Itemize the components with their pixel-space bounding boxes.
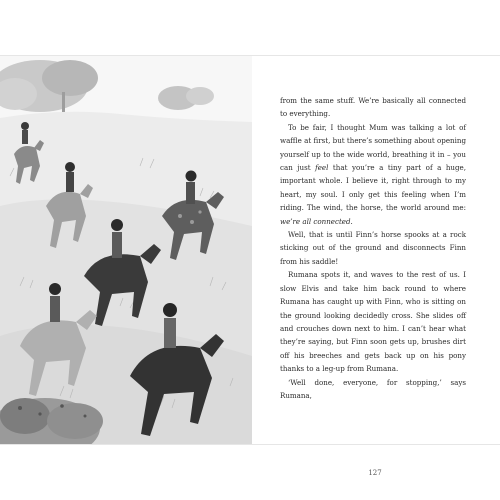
paragraph-1-text: from the same stuff. We’re basically all connected to everything. xyxy=(280,96,466,119)
illustration-drawing xyxy=(0,56,252,444)
paragraph-2-text-b: that you’re a tiny part of a huge, important whole. I believe it, right through to my heart, my soul. I only get this feeling when I’m riding. The wind, the horse, the world around me: xyxy=(280,163,466,213)
paragraph-4-text: Rumana spots it, and waves to the rest of us. I slow Elvis and take him back round to where Rumana has caught up with Finn, who is sitting on the ground looking decidedly cross. She slides off and crouches down next to him. I can’t hear what they’re saying, but Finn soon gets up, brushes dirt off his breeches and gets back up on his pony thanks to a leg-up from Rumana. xyxy=(280,270,466,374)
story-text-page xyxy=(280,94,466,424)
paragraph-5 xyxy=(280,376,466,403)
paragraph-4 xyxy=(280,268,466,375)
page-number: 127 xyxy=(368,469,382,477)
paragraph-3-text: Well, that is until Finn’s horse spooks at a rock sticking out of the ground and disconnects Finn from his saddle! xyxy=(280,230,466,266)
paragraph-3 xyxy=(280,228,466,268)
paragraph-2-text-c: . xyxy=(350,216,353,226)
paragraph-2-emphasis-connected: we’re all connected xyxy=(280,216,351,226)
book-spread xyxy=(0,55,500,477)
horse-riding-illustration xyxy=(0,56,252,444)
paragraph-2 xyxy=(280,121,466,228)
paragraph-1 xyxy=(280,94,466,121)
paragraph-5-text: ‘Well done, everyone, for stopping,’ says Rumana, xyxy=(280,377,466,400)
paragraph-2-emphasis-feel: feel xyxy=(315,163,329,173)
paragraph-2-text-a: To be fair, I thought Mum was talking a lot of waffle at first, but there’s something about opening yourself up to the wide world, breathing it in – you can just xyxy=(280,122,466,173)
